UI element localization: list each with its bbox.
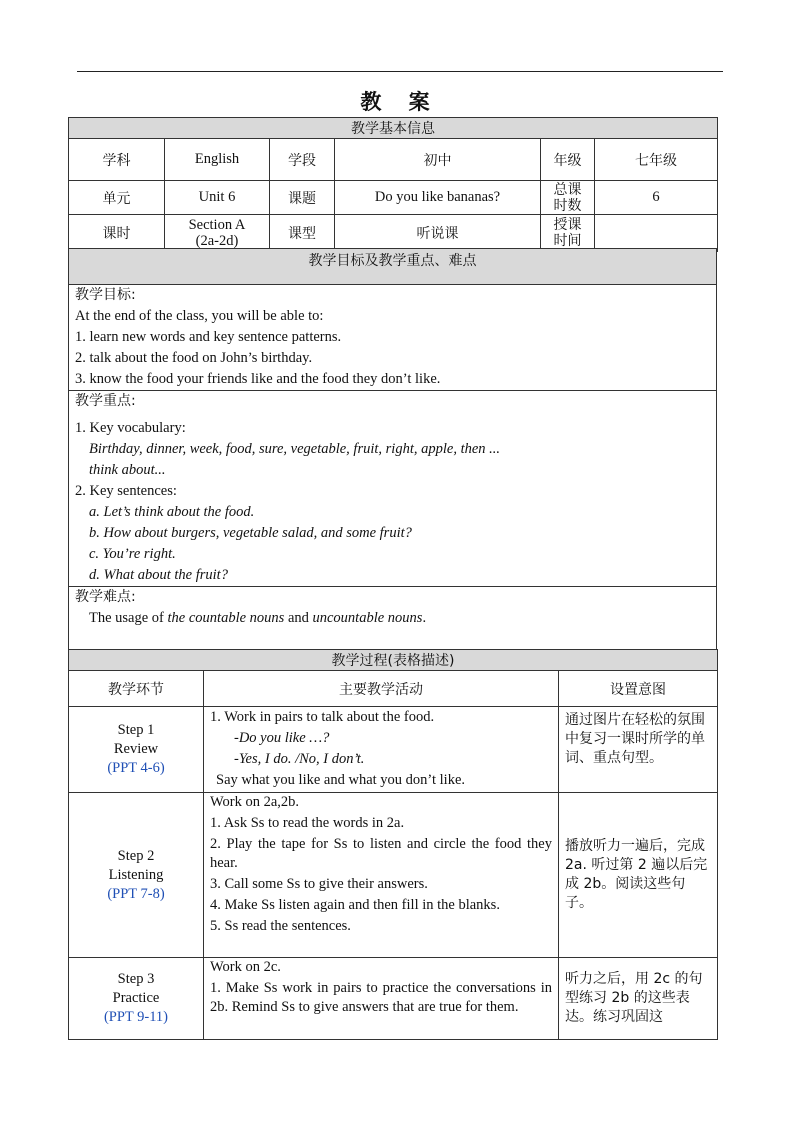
key-points-cell	[69, 391, 717, 587]
difficulty-title: 教学难点:	[75, 589, 136, 605]
difficulty-part-1: The usage of	[89, 610, 168, 626]
step-1-intent: 通过图片在轻松的氛围中复习一课时所学的单词、重点句型。	[559, 707, 718, 793]
grade-label: 年级	[541, 139, 595, 181]
period-line-1: Section A	[188, 217, 246, 233]
step-1-name	[69, 707, 204, 793]
step-3-intent: 听力之后，用 2c 的句型练习 2b 的这些表达。练习巩固这	[559, 958, 718, 1040]
objective-3: 3. know the food your friends like and the food they don’t like.	[75, 371, 441, 387]
topic-value: Do you like bananas?	[335, 181, 541, 215]
objectives-intro: At the end of the class, you will be able to:	[75, 308, 324, 324]
basic-info-table	[68, 117, 718, 252]
goals-table	[68, 248, 717, 656]
key-sentence-d: d. What about the fruit?	[89, 567, 228, 583]
type-label: 课型	[270, 215, 335, 252]
step-1-activity-4: Say what you like and what you don’t like.	[216, 772, 466, 788]
step-2-activity-4: 3. Call some Ss to give their answers.	[210, 876, 428, 892]
teaching-time-value	[595, 215, 718, 252]
teaching-time-label	[541, 215, 595, 252]
step-3-ppt: (PPT 9-11)	[103, 1009, 169, 1025]
step-3-activities	[204, 958, 559, 1040]
time-label-line-2: 时间	[553, 233, 582, 249]
step-2-activity-2: 1. Ask Ss to read the words in 2a.	[210, 815, 405, 831]
col-header-intent: 设置意图	[559, 671, 718, 707]
key-sentences-label: 2. Key sentences:	[75, 483, 177, 499]
period-line-2: (2a-2d)	[195, 233, 239, 249]
difficulty-countable: the countable nouns	[167, 610, 285, 626]
step-1-title: Step 1	[117, 722, 155, 738]
subject-value: English	[165, 139, 270, 181]
step-2-activity-3: 2. Play the tape for Ss to listen and circle the food they hear.	[210, 836, 552, 871]
step-2-activity-1: Work on 2a,2b.	[210, 794, 300, 810]
topic-label: 课题	[270, 181, 335, 215]
step-3-name	[69, 958, 204, 1040]
total-label-line-1: 总课	[553, 181, 582, 198]
subject-label: 学科	[69, 139, 165, 181]
step-3-title: Step 3	[117, 971, 155, 987]
header-rule	[77, 71, 723, 72]
stage-value: 初中	[335, 139, 541, 181]
key-sentence-c: c. You’re right.	[89, 546, 176, 562]
key-points-title: 教学重点:	[75, 393, 136, 409]
key-vocab-line-1: Birthday, dinner, week, food, sure, vegetable, fruit, right, apple, then ...	[89, 441, 501, 457]
col-header-activities: 主要教学活动	[204, 671, 559, 707]
step-1-ppt: (PPT 4-6)	[107, 760, 165, 776]
difficulty-part-3: and	[284, 610, 313, 626]
step-1-activity-3: -Yes, I do. /No, I don’t.	[234, 751, 365, 767]
objective-1: 1. learn new words and key sentence patterns.	[75, 329, 342, 345]
step-2-subtitle: Listening	[108, 866, 164, 883]
step-2-activities	[204, 793, 559, 958]
step-2-title: Step 2	[117, 847, 155, 864]
objectives-cell	[69, 285, 717, 391]
total-label-line-2: 时数	[553, 197, 582, 214]
basic-info-band: 教学基本信息	[69, 118, 718, 139]
step-3-activity-1: Work on 2c.	[210, 959, 281, 975]
step-2-activity-5: 4. Make Ss listen again and then fill in the blanks.	[210, 897, 500, 913]
unit-value: Unit 6	[165, 181, 270, 215]
step-1-activities	[204, 707, 559, 793]
key-vocab-label: 1. Key vocabulary:	[75, 420, 186, 436]
col-header-stage: 教学环节	[69, 671, 204, 707]
total-periods-value: 6	[595, 181, 718, 215]
time-label-line-1: 授课	[553, 217, 582, 233]
step-2-activity-6: 5. Ss read the sentences.	[210, 918, 351, 934]
key-sentence-b: b. How about burgers, vegetable salad, and some fruit?	[89, 525, 412, 541]
unit-label: 单元	[69, 181, 165, 215]
document-title: 教 案	[360, 90, 440, 114]
period-label: 课时	[69, 215, 165, 252]
objectives-title: 教学目标:	[75, 287, 136, 303]
key-vocab-line-2: think about...	[89, 462, 166, 478]
step-2-name	[69, 793, 204, 958]
difficulty-part-5: .	[422, 610, 427, 626]
difficulty-cell	[69, 587, 717, 656]
step-3-activity-2: 1. Make Ss work in pairs to practice the conversations in 2b. Remind Ss to give answers that are true for them.	[210, 980, 552, 1015]
difficulty-text	[75, 608, 710, 629]
step-3-subtitle: Practice	[112, 990, 160, 1006]
step-1-activity-2: -Do you like …?	[234, 730, 330, 746]
process-band: 教学过程(表格描述)	[69, 650, 718, 671]
step-2-intent: 播放听力一遍后，完成 2a. 听过第 2 遍以后完成 2b。阅读这些句子。	[559, 793, 718, 958]
key-sentence-a: a. Let’s think about the food.	[89, 504, 255, 520]
total-periods-label	[541, 181, 595, 215]
period-value	[165, 215, 270, 252]
step-2-ppt: (PPT 7-8)	[107, 885, 165, 902]
stage-label: 学段	[270, 139, 335, 181]
step-1-subtitle: Review	[113, 741, 159, 757]
difficulty-uncountable: uncountable nouns	[312, 610, 423, 626]
objective-2: 2. talk about the food on John’s birthday.	[75, 350, 313, 366]
goals-band: 教学目标及教学重点、难点	[69, 249, 717, 285]
step-1-activity-1: 1. Work in pairs to talk about the food.	[210, 709, 435, 725]
type-value: 听说课	[335, 215, 541, 252]
process-table	[68, 649, 718, 1040]
grade-value: 七年级	[595, 139, 718, 181]
